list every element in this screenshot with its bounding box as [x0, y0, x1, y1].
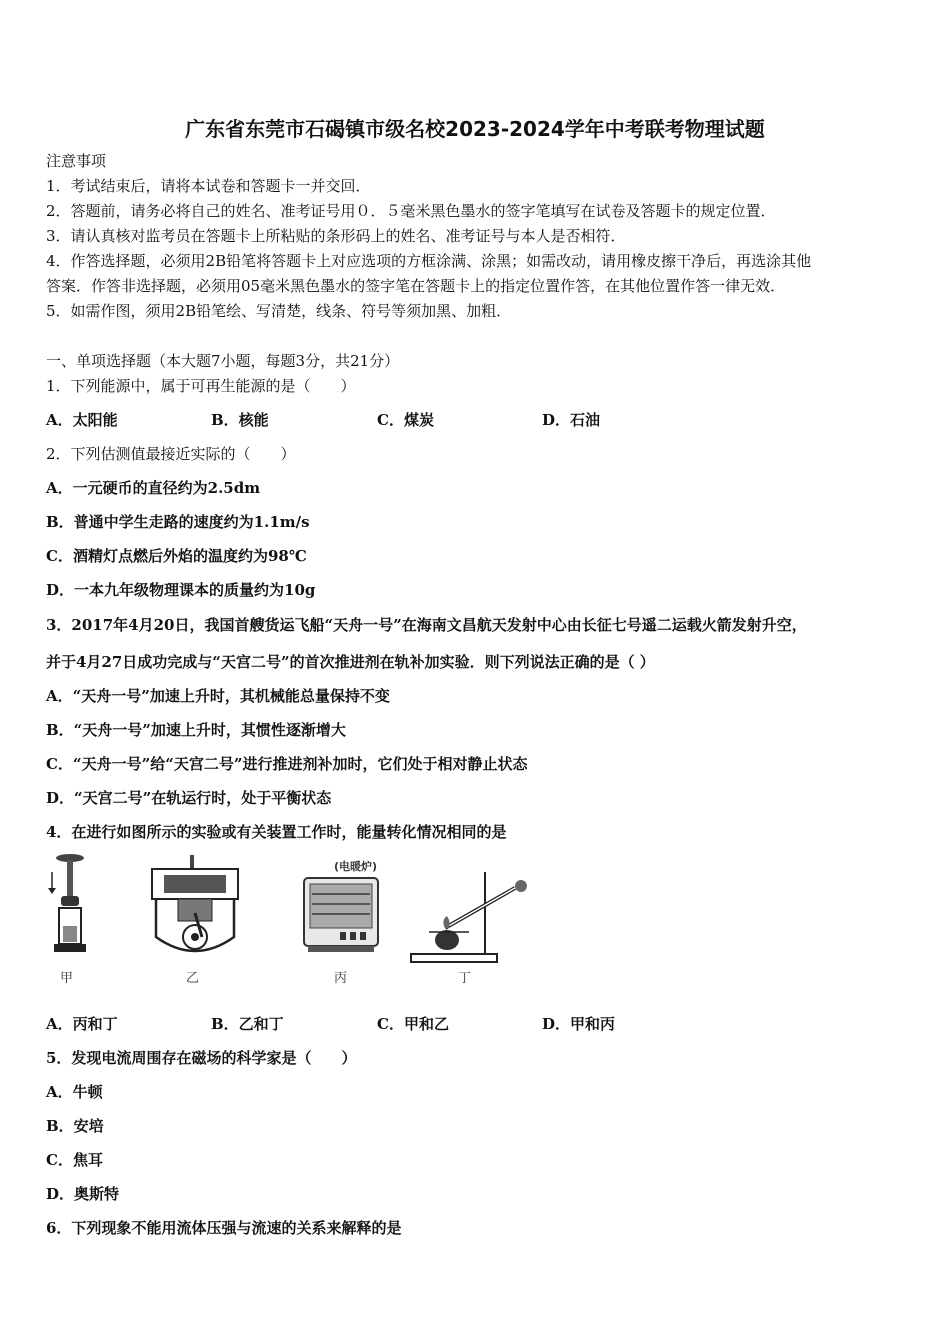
figure-label-ding: 丁	[458, 971, 472, 986]
figure-jia-compression-device	[44, 852, 94, 964]
question-2-stem: 2．下列估测值最接近实际的（ ）	[46, 445, 296, 463]
q2-option-a: A．一元硬币的直径约为2.5dm	[46, 479, 261, 497]
notice-item: 2．答题前，请务必将自己的姓名、准考证号用０．５毫米黑色墨水的签字笔填写在试卷及答题卡的规定位置．	[46, 202, 776, 220]
q4-option-c: C．甲和乙	[377, 1015, 449, 1033]
notice-heading: 注意事项	[46, 152, 107, 170]
figure-label-jia: 甲	[60, 971, 74, 986]
section-heading: 一、单项选择题（本大题7小题，每题3分，共21分）	[46, 352, 400, 370]
q1-option-d: D．石油	[542, 411, 601, 429]
question-3-stem: 3．2017年4月20日，我国首艘货运飞船“天舟一号”在海南文昌航天发射中心由长征七号遥二运载火箭发射升空，	[46, 616, 807, 634]
heater-caption: (电暖炉)	[334, 860, 378, 873]
figure-label-bing: 丙	[334, 971, 348, 986]
figure-label-yi: 乙	[186, 971, 200, 986]
q2-option-d: D．一本九年级物理课本的质量约为10g	[46, 581, 316, 599]
q3-option-a: A．“天舟一号”加速上升时，其机械能总量保持不变	[46, 687, 390, 705]
question-1-stem: 1．下列能源中，属于可再生能源的是（ ）	[46, 377, 356, 395]
q3-option-c: C．“天舟一号”给“天宫二号”进行推进剂补加时，它们处于相对静止状态	[46, 755, 528, 773]
figure-yi-engine-cylinder	[150, 853, 240, 963]
question-4-stem: 4．在进行如图所示的实验或有关装置工作时，能量转化情况相同的是	[46, 823, 507, 841]
page-title: 广东省东莞市石碣镇市级名校2023-2024学年中考联考物理试题	[185, 117, 765, 141]
q4-option-b: B．乙和丁	[211, 1015, 284, 1033]
q4-option-d: D．甲和丙	[542, 1015, 616, 1033]
q1-option-c: C．煤炭	[377, 411, 434, 429]
q3-option-d: D．“天宫二号”在轨运行时，处于平衡状态	[46, 789, 332, 807]
notice-item: 答案．作答非选择题，必须用05毫米黑色墨水的签字笔在答题卡上的指定位置作答，在其他位置作答一律无效．	[46, 277, 786, 295]
q2-option-b: B．普通中学生走路的速度约为1.1m/s	[46, 513, 310, 531]
notice-item: 1．考试结束后，请将本试卷和答题卡一并交回．	[46, 177, 371, 195]
figure-bing-electric-heater	[300, 874, 382, 954]
q1-option-a: A．太阳能	[46, 411, 118, 429]
q2-option-c: C．酒精灯点燃后外焰的温度约为98℃	[46, 547, 307, 565]
q4-option-a: A．丙和丁	[46, 1015, 118, 1033]
q5-option-a: A．牛顿	[46, 1083, 103, 1101]
question-3-stem-cont: 并于4月27日成功完成与“天宫二号”的首次推进剂在轨补加实验．则下列说法正确的是（ ）	[46, 653, 655, 671]
q5-option-b: B．安培	[46, 1117, 104, 1135]
figure-ding-test-tube-heating	[405, 862, 533, 966]
q3-option-b: B．“天舟一号”加速上升时，其惯性逐渐增大	[46, 721, 346, 739]
notice-item: 4．作答选择题，必须用2B铅笔将答题卡上对应选项的方框涂满、涂黑；如需改动，请用橡皮擦干净后，再选涂其他	[46, 252, 812, 270]
q5-option-d: D．奥斯特	[46, 1185, 120, 1203]
q1-option-b: B．核能	[211, 411, 269, 429]
notice-item: 5．如需作图，须用2B铅笔绘、写清楚，线条、符号等须加黑、加粗．	[46, 302, 512, 320]
q5-option-c: C．焦耳	[46, 1151, 103, 1169]
question-5-stem: 5．发现电流周围存在磁场的科学家是（ ）	[46, 1049, 357, 1067]
notice-item: 3．请认真核对监考员在答题卡上所粘贴的条形码上的姓名、准考证号与本人是否相符．	[46, 227, 626, 245]
question-6-stem: 6．下列现象不能用流体压强与流速的关系来解释的是	[46, 1219, 402, 1237]
